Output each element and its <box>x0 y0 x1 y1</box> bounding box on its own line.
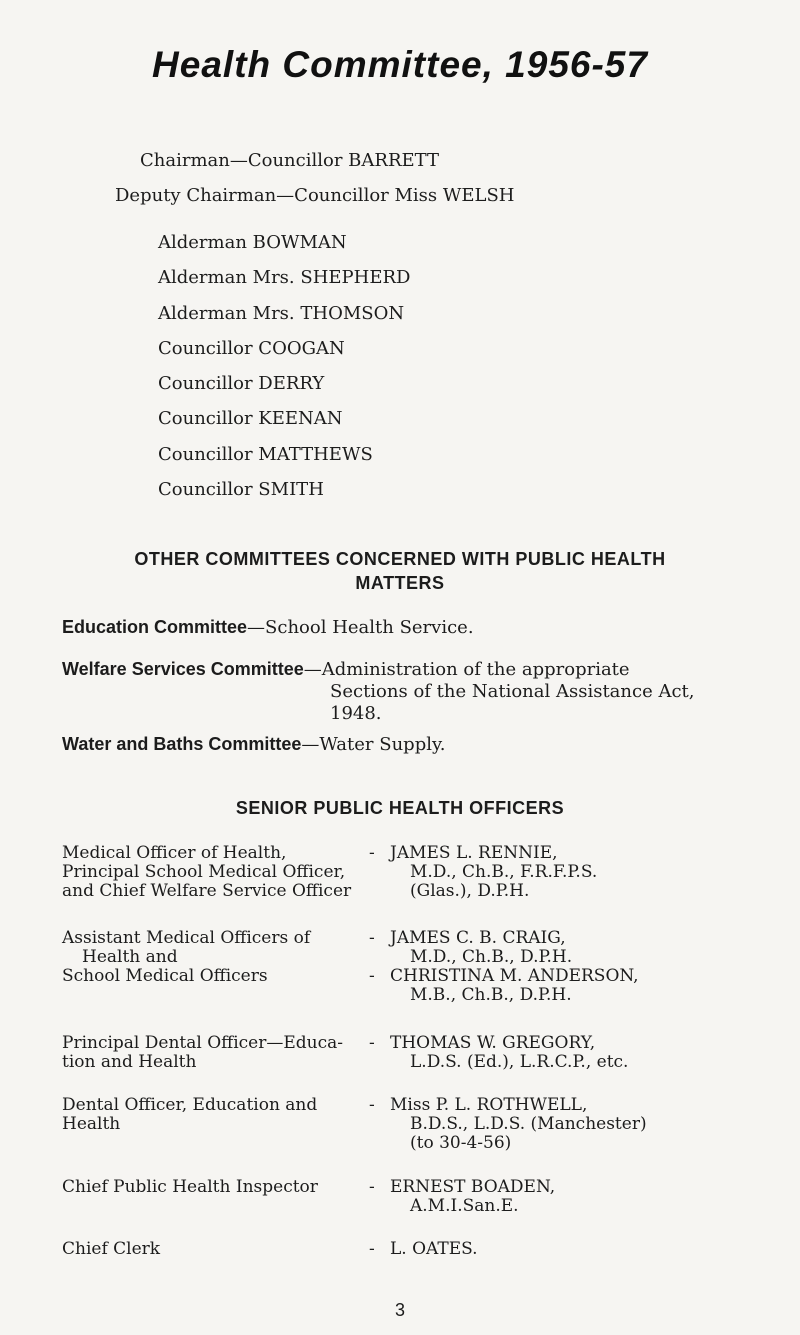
officer-title <box>62 929 362 986</box>
member-item: Alderman Mrs. SHEPHERD <box>158 267 411 289</box>
officer-qualifications: M.D., Ch.B., F.R.F.P.S. <box>410 862 598 882</box>
member-item: Alderman Mrs. THOMSON <box>158 302 405 324</box>
officer-title-line: Medical Officer of Health, <box>62 843 287 863</box>
member-item: Councillor DERRY <box>158 373 325 395</box>
officer-name <box>390 1034 770 1072</box>
senior-officers-heading: SENIOR PUBLIC HEALTH OFFICERS <box>235 798 565 818</box>
dash-separator: - <box>369 1095 375 1115</box>
committee-entry <box>62 658 742 725</box>
member-item: Councillor SMITH <box>158 479 324 501</box>
committee-entry <box>62 733 742 756</box>
officer-qualifications: A.M.I.San.E. <box>410 1196 519 1216</box>
dash-separator: - <box>369 1177 375 1197</box>
officer-title-line: Dental Officer, Education and <box>62 1095 318 1115</box>
officer-name-line: ERNEST BOADEN, <box>390 1177 556 1197</box>
officer-name-line: L. OATES. <box>390 1239 478 1259</box>
officer-title <box>62 1178 362 1197</box>
page-title: Health Committee, 1956-57 <box>152 44 648 85</box>
officer-name-line: JAMES C. B. CRAIG, <box>390 928 566 948</box>
members-list <box>158 232 410 514</box>
officer-qualifications: B.D.S., L.D.S. (Manchester) <box>410 1114 647 1134</box>
committee-desc: —Administration of the appropriate <box>303 659 630 680</box>
dash-separator: - <box>369 928 375 948</box>
heading-line: MATTERS <box>355 573 445 593</box>
officer-title-line: Chief Clerk <box>62 1239 161 1259</box>
officer-qualifications: M.B., Ch.B., D.P.H. <box>410 985 572 1005</box>
dash-separator: - <box>369 1239 375 1259</box>
officer-name-line: CHRISTINA M. ANDERSON, <box>390 966 639 986</box>
deputy-chairman-line: Deputy Chairman—Councillor Miss WELSH <box>115 185 515 206</box>
committee-name: Education Committee <box>62 617 248 637</box>
heading-line: OTHER COMMITTEES CONCERNED WITH PUBLIC HEALTH <box>134 549 666 569</box>
officer-title-line: Principal Dental Officer—Educa- <box>62 1033 344 1053</box>
officer-title-line: tion and Health <box>62 1052 197 1072</box>
page-number: 3 <box>394 1300 405 1320</box>
member-item: Councillor COOGAN <box>158 337 345 359</box>
officer-title <box>62 1096 362 1134</box>
officer-title <box>62 1034 362 1072</box>
officer-name-line: Miss P. L. ROTHWELL, <box>390 1095 588 1115</box>
officer-title-line: Assistant Medical Officers of <box>62 928 311 948</box>
officer-name-line: JAMES L. RENNIE, <box>390 843 558 863</box>
chairman-line: Chairman—Councillor BARRETT <box>140 150 439 171</box>
member-item: Councillor MATTHEWS <box>158 443 373 465</box>
officer-name <box>390 844 770 901</box>
committee-desc: —School Health Service. <box>247 617 474 638</box>
officer-qualifications: L.D.S. (Ed.), L.R.C.P., etc. <box>410 1052 629 1072</box>
officer-title-line: Principal School Medical Officer, <box>62 862 346 882</box>
officer-name-line: THOMAS W. GREGORY, <box>390 1033 596 1053</box>
officer-qualifications: (Glas.), D.P.H. <box>410 881 530 901</box>
dash-separator: - <box>369 843 375 863</box>
committee-name: Welfare Services Committee <box>62 659 304 679</box>
officer-title <box>62 1240 362 1259</box>
member-item: Alderman BOWMAN <box>158 232 347 253</box>
officer-name <box>390 929 770 1005</box>
officer-title-line: Health and <box>82 947 178 967</box>
officer-title <box>62 844 362 901</box>
officer-title-line: and Chief Welfare Service Officer <box>62 881 352 901</box>
dash-separator: - <box>369 1033 375 1053</box>
officer-name <box>390 1240 770 1259</box>
officer-name <box>390 1096 770 1153</box>
committee-entry <box>62 616 742 639</box>
dash-separator: - <box>369 966 375 986</box>
committee-name: Water and Baths Committee <box>62 734 302 754</box>
officer-title-line: Chief Public Health Inspector <box>62 1177 318 1197</box>
committee-desc-cont: Sections of the National Assistance Act, 1948. <box>330 681 695 724</box>
officer-title-line: School Medical Officers <box>62 966 268 986</box>
officer-name <box>390 1178 770 1216</box>
officer-title-line: Health <box>62 1114 121 1134</box>
committee-desc: —Water Supply. <box>301 734 446 755</box>
officer-qualifications: (to 30-4-56) <box>410 1133 512 1153</box>
officer-qualifications: M.D., Ch.B., D.P.H. <box>410 947 573 967</box>
member-item: Councillor KEENAN <box>158 408 343 430</box>
other-committees-heading <box>0 547 800 595</box>
